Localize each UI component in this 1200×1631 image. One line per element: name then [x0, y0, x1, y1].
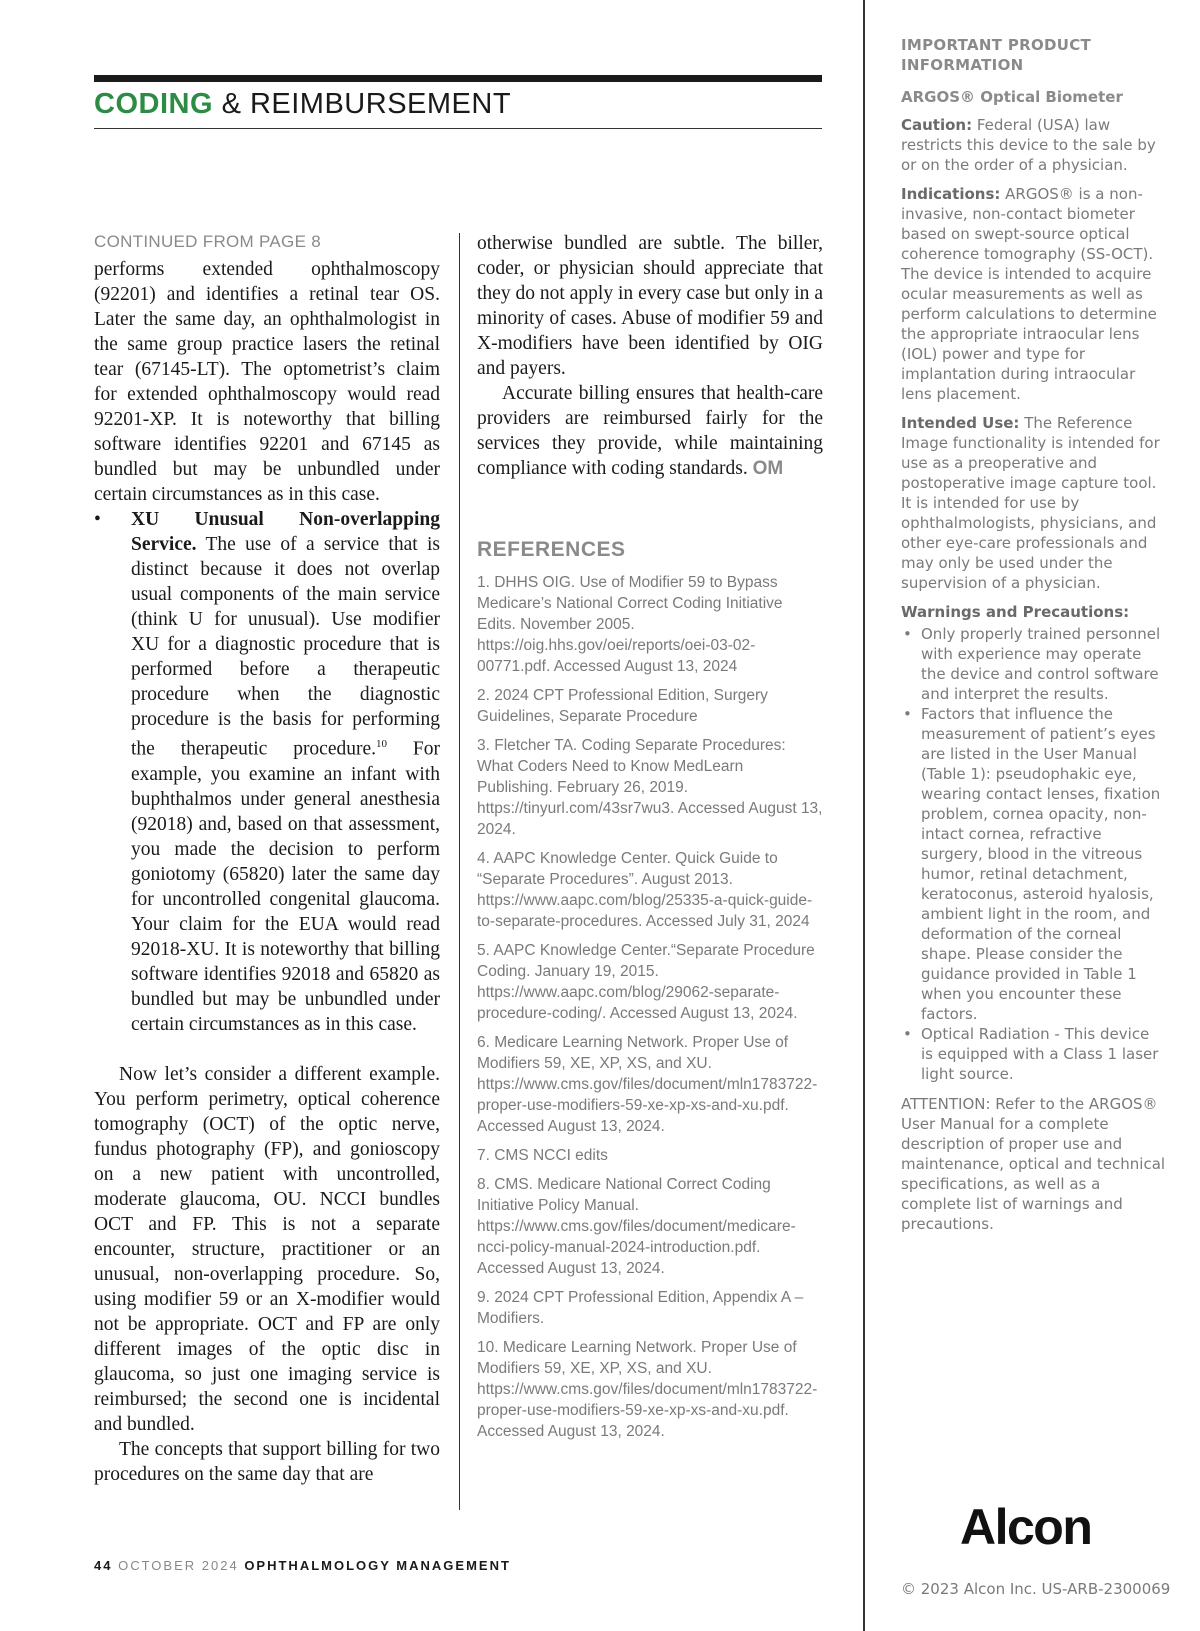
product-info-sidebar [901, 35, 1166, 1243]
end-mark: OM [752, 458, 784, 479]
attention-text: ATTENTION: Refer to the ARGOS® User Manual for a complete description of proper use and maintenance, optical and technical specifications, as well as a complete list of warnings and precautions. [901, 1095, 1166, 1233]
references-heading: REFERENCES [477, 538, 626, 561]
section-title [94, 88, 822, 121]
caution-text [901, 115, 1166, 175]
article-paragraph: otherwise bundled are subtle. The biller, coder, or physician should appreciate that they do not apply in every case but only in a minority of cases. Abuse of modifier 59 and X-modifiers have been identified by OIG and payers. [477, 233, 823, 379]
reference-item: 6. Medicare Learning Network. Proper Use of Modifiers 59, XE, XP, XS, and XU. https://www.cms.gov/files/document/mln1783722-proper-use-modifiers-59-xe-xp-xs-and-xu.pdf. Accessed August 13, 2024. [477, 1034, 818, 1135]
issue-date: OCTOBER 2024 [118, 1558, 239, 1573]
sidebar-divider [863, 0, 865, 1631]
warning-item: • Optical Radiation - This device is equipped with a Class 1 laser light source. [901, 1024, 1166, 1084]
reference-item: 8. CMS. Medicare National Correct Coding Initiative Policy Manual. https://www.cms.gov/files/document/medicare-ncci-policy-manual-2024-introduction.pdf. Accessed August 13, 2024. [477, 1176, 796, 1277]
reference-item: 5. AAPC Knowledge Center.“Separate Procedure Coding. January 19, 2015. https://www.aapc.com/blog/29062-separate-procedure-coding/. Accessed August 13, 2024. [477, 942, 815, 1022]
caution-body: Federal (USA) law restricts this device to the sale by or on the order of a physician. [901, 116, 1156, 174]
intended-use-text [901, 413, 1166, 593]
section-title-accent: CODING [94, 88, 213, 120]
indications-label: Indications: [901, 185, 1001, 203]
article-paragraph: performs extended ophthalmoscopy (92201) and identifies a retinal tear OS. Later the same day, an ophthalmologist in the same group practice lasers the retinal tear (67145-LT). The optometrist’s claim for extended ophthalmoscopy would read 92201-XP. It is noteworthy that billing software identifies 92201 and 67145 as bundled but may be unbundled under certain circumstances as in this case. [94, 259, 440, 505]
page-footer [94, 1558, 511, 1573]
bullet-item-xu [94, 507, 440, 1037]
spacer [94, 1037, 440, 1062]
continued-label: CONTINUED FROM PAGE 8 [94, 232, 322, 251]
column-divider [459, 233, 460, 1510]
article-left-column [94, 257, 440, 1487]
intended-use-label: Intended Use: [901, 414, 1020, 432]
bullet-xu-text-a: The use of a service that is distinct because it does not overlap usual components of the main service (think U for unusual). Use modifier XU for a diagnostic procedure that is performed before a therapeutic procedure when the diagnostic procedure is the basis for performing the therapeutic procedure. [131, 534, 440, 760]
article-paragraph [131, 507, 440, 1037]
copyright-text: © 2023 Alcon Inc. US-ARB-2300069 [901, 1580, 1171, 1598]
product-name: ARGOS® Optical Biometer [901, 88, 1123, 106]
title-rule [94, 128, 822, 129]
article-paragraph: The concepts that support billing for two procedures on the same day that are [94, 1438, 440, 1485]
alcon-logo: Alcon [960, 1499, 1092, 1555]
reference-item: 7. CMS NCCI edits [477, 1147, 608, 1164]
intended-use-body: The Reference Image functionality is intended for use as a preoperative and postoperative image capture tool. It is intended for use by ophthalmologists, physicians, and other eye-care professionals and may only be used under the supervision of a physician. [901, 414, 1160, 592]
reference-item: 9. 2024 CPT Professional Edition, Appendix A – Modifiers. [477, 1289, 804, 1327]
article-paragraph: Now let’s consider a different example. You perform perimetry, optical coherence tomography (OCT) of the optic nerve, fundus photography (FP), and gonioscopy on a new patient with uncontrolled, moderate glaucoma, OU. NCCI bundles OCT and FP. This is not a separate encounter, structure, practitioner or an unusual, non-overlapping procedure. So, using modifier 59 or an X-modifier would not be appropriate. OCT and FP are only different images of the optic disc in glaucoma, so just one imaging service is reimbursed; the second one is incidental and bundled. [94, 1063, 440, 1435]
reference-item: 1. DHHS OIG. Use of Modifier 59 to Bypass Medicare’s National Correct Coding Initiative Edits. November 2005. https://oig.hhs.gov/oei/reports/oei-03-02-00771.pdf. Accessed August 13, 2024 [477, 574, 783, 675]
reference-item: 10. Medicare Learning Network. Proper Use of Modifiers 59, XE, XP, XS, and XU. https://www.cms.gov/files/document/mln1783722-proper-use-modifiers-59-xe-xp-xs-and-xu.pdf. Accessed August 13, 2024. [477, 1339, 818, 1440]
section-title-rest: & REIMBURSEMENT [221, 88, 512, 120]
page-number: 44 [94, 1558, 113, 1573]
references-list [477, 572, 823, 1450]
indications-text [901, 184, 1166, 404]
reference-item: 2. 2024 CPT Professional Edition, Surgery Guidelines, Separate Procedure [477, 687, 768, 725]
article-middle-column [477, 231, 823, 481]
warning-item: • Only properly trained personnel with experience may operate the device and control software and interpret the results. [901, 624, 1166, 704]
indications-body: ARGOS® is a non-invasive, non-contact biometer based on swept-source optical coherence tomography (SS-OCT). The device is intended to acquire ocular measurements as well as perform calculations to determine the appropriate intraocular lens (IOL) power and type for implantation during intraocular lens placement. [901, 185, 1157, 403]
bullet-xu-text-b: For example, you examine an infant with buphthalmos under general anesthesia (92018) and, based on that assessment, you made the decision to perform goniotomy (65820) later the same day for uncontrolled congenital glaucoma. Your claim for the EUA would read 92018-XU. It is noteworthy that billing software identifies 92018 and 65820 as bundled but may be unbundled under certain circumstances as in this case. [131, 738, 440, 1035]
publication-name: OPHTHALMOLOGY MANAGEMENT [244, 1558, 511, 1573]
footnote-ref: 10 [376, 738, 388, 750]
reference-item: 4. AAPC Knowledge Center. Quick Guide to “Separate Procedures”. August 2013. https://www.aapc.com/blog/25335-a-quick-guide-to-separate-procedures. Accessed July 31, 2024 [477, 850, 813, 930]
bullet-xu-label: XU Unusual Non-overlapping Service. [131, 509, 440, 555]
caution-label: Caution: [901, 116, 973, 134]
warnings-label: Warnings and Precautions: [901, 603, 1130, 621]
article-closing-text: Accurate billing ensures that health-care providers are reimbursed fairly for the services they provide, while maintaining compliance with coding standards. [477, 383, 823, 479]
sidebar-heading: IMPORTANT PRODUCT INFORMATION [901, 36, 1092, 74]
reference-item: 3. Fletcher TA. Coding Separate Procedures: What Coders Need to Know MedLearn Publishing. February 26, 2019. https://tinyurl.com/43sr7wu3. Accessed August 13, 2024. [477, 737, 823, 838]
header-top-bar [94, 75, 822, 82]
warning-item: • Factors that influence the measurement of patient’s eyes are listed in the User Manual (Table 1): pseudophakic eye, wearing contact lenses, fixation problem, cornea opacity, non-intact cornea, refractive surgery, blood in the vitreous humor, retinal detachment, keratoconus, asteroid hyalosis, ambient light in the room, and deformation of the corneal shape. Please consider the guidance provided in Table 1 when you encounter these factors. [901, 704, 1166, 1024]
bullet-dot: • [94, 509, 101, 530]
warnings-list [901, 624, 1166, 1084]
article-paragraph [477, 381, 823, 481]
